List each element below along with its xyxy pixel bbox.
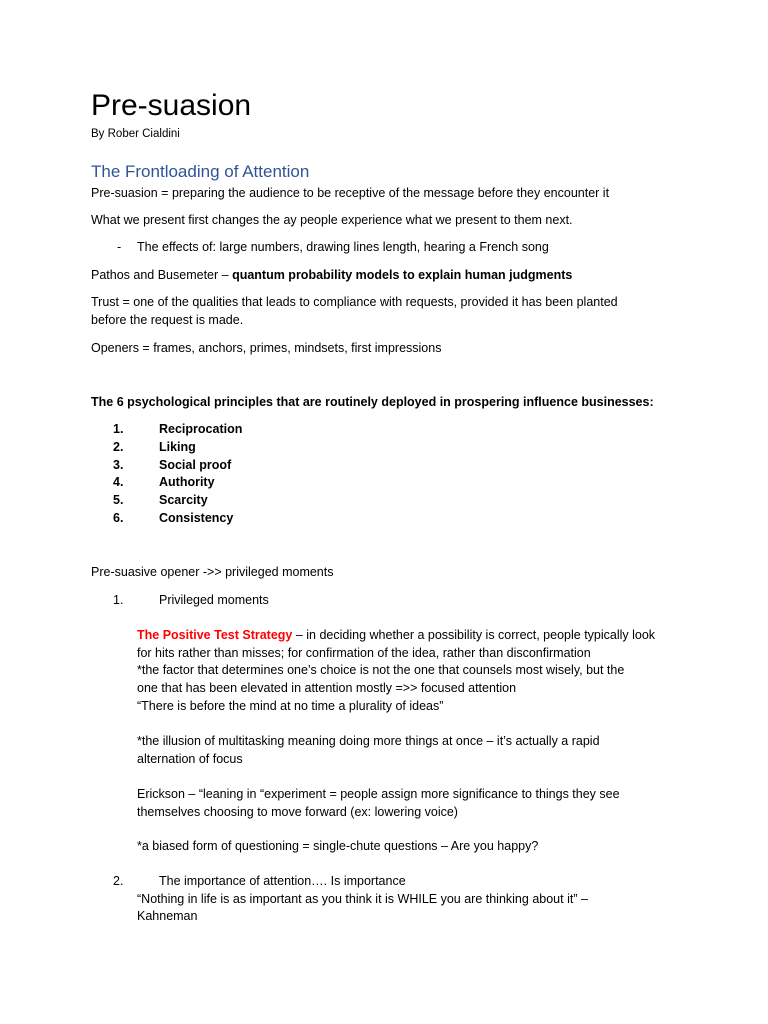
factor-line2: one that has been elevated in attention mostly =>> focused attention [137,681,517,695]
principles-heading: The 6 psychological principles that are routinely deployed in prospering influence businesses: [91,395,654,409]
section2-label: The importance of attention…. Is importance [159,874,406,888]
section-heading: The Frontloading of Attention [91,162,310,181]
paragraph-presuasion-definition: Pre-suasion = preparing the audience to be receptive of the message before they encounter it [91,186,610,200]
list-label: Consistency [159,511,234,525]
pathos-bold-text: quantum probability models to explain human judgments [232,268,573,282]
dash-bullet: - [117,240,122,254]
list-label: Social proof [159,458,232,472]
quote-line: “There is before the mind at no time a plurality of ideas” [137,699,444,713]
list-number: 2. [113,874,124,888]
section1-label: Privileged moments [159,593,269,607]
multitasking-line1: *the illusion of multitasking meaning doing more things at once – it’s actually a rapid [137,734,600,748]
list-number: 3. [113,458,124,472]
list-label: Liking [159,440,196,454]
list-number: 1. [113,422,124,436]
kahneman-quote-line2: Kahneman [137,909,198,923]
list-item [113,420,242,438]
dash-bullet-item [91,238,549,256]
list-item [113,491,208,509]
paragraph-openers: Openers = frames, anchors, primes, mindsets, first impressions [91,341,442,355]
list-number: 5. [113,493,124,507]
biased-questioning-line: *a biased form of questioning = single-chute questions – Are you happy? [137,839,539,853]
paragraph-opener: Pre-suasive opener ->> privileged moments [91,565,334,579]
page-title: Pre-suasion [91,89,252,122]
multitasking-line2: alternation of focus [137,752,243,766]
list-label: Authority [159,475,215,489]
positive-test-line1 [137,626,655,644]
list-item [113,438,196,456]
byline: By Rober Cialdini [91,128,180,140]
kahneman-quote-line1: “Nothing in life is as important as you think it is WHILE you are thinking about it” – [137,892,588,906]
list-label: Reciprocation [159,422,243,436]
bullet-text: The effects of: large numbers, drawing lines length, hearing a French song [137,240,549,254]
list-item [113,509,233,527]
paragraph-trust-line1: Trust = one of the qualities that leads to compliance with requests, provided it has been planted [91,295,618,309]
paragraph-trust-line2: before the request is made. [91,313,244,327]
list-number: 2. [113,440,124,454]
positive-test-rest: – in deciding whether a possibility is correct, people typically look [292,628,656,642]
pathos-normal-text: Pathos and Busemeter – [91,268,233,282]
list-number: 4. [113,475,124,489]
list-number: 6. [113,511,124,525]
paragraph-pathos [91,266,572,284]
erickson-line2: themselves choosing to move forward (ex: lowering voice) [137,805,458,819]
list-number: 1. [113,593,124,607]
list-label: Scarcity [159,493,208,507]
positive-test-line2: for hits rather than misses; for confirmation of the idea, rather than disconfirmation [137,646,591,660]
section1-heading [113,591,269,609]
erickson-line1: Erickson – “leaning in “experiment = people assign more significance to things they see [137,787,620,801]
factor-line1: *the factor that determines one’s choice is not the one that counsels most wisely, but the [137,663,625,677]
list-item [113,456,231,474]
list-item [113,473,215,491]
section2-heading [113,872,406,890]
paragraph-what-we-present: What we present first changes the ay people experience what we present to them next. [91,213,573,227]
positive-test-strategy-term: The Positive Test Strategy [137,628,293,642]
